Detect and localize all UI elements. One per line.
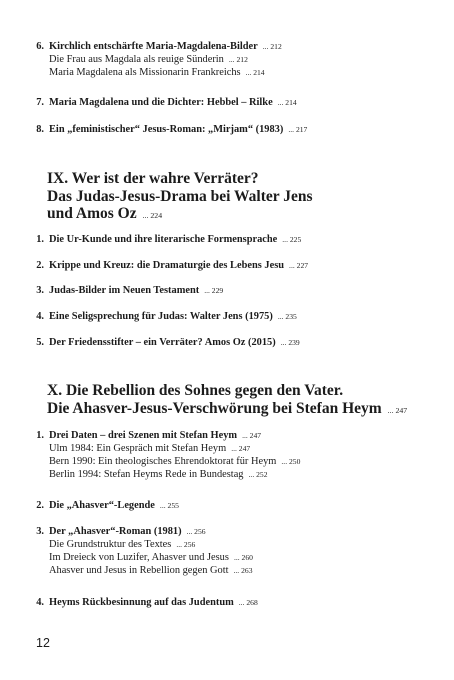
- entry-page: ... 214: [277, 98, 297, 107]
- entry-title: Maria Magdalena und die Dichter: Hebbel – Rilke: [49, 97, 273, 108]
- sub-entry: Maria Magdalena als Missionarin Frankreichs ... 214: [49, 67, 265, 78]
- sub-entry: Die Frau aus Magdala als reuige Sünderin ... 212: [49, 54, 248, 65]
- chapter-page: ... 224: [142, 211, 163, 220]
- chapter-page: ... 247: [387, 405, 408, 415]
- entry-page: ... 268: [238, 598, 258, 607]
- sub-entry: Berlin 1994: Stefan Heyms Rede in Bundestag ... 252: [49, 469, 268, 480]
- sub-entry: Im Dreieck von Luzifer, Ahasver und Jesus ... 260: [49, 552, 253, 563]
- entry-title: Die „Ahasver“-Legende: [49, 500, 155, 511]
- entry-page: ... 229: [204, 286, 224, 295]
- entry-page: ... 227: [289, 261, 309, 270]
- entry-title: Die Ur-Kunde und ihre literarische Formensprache: [49, 234, 278, 245]
- sub-entry: Die Grundstruktur des Textes ... 256: [49, 539, 196, 550]
- entry-page: ... 256: [186, 527, 206, 536]
- sub-entry: Ulm 1984: Ein Gespräch mit Stefan Heym ... 247: [49, 443, 251, 454]
- sub-entry: Bern 1990: Ein theologisches Ehrendoktorat für Heym ... 250: [49, 456, 301, 467]
- entry-title: Der „Ahasver“-Roman (1981): [49, 526, 182, 537]
- entry-title: Kirchlich entschärfte Maria-Magdalena-Bilder: [49, 41, 258, 52]
- entry-page: ... 255: [159, 501, 179, 510]
- entry-page: ... 212: [262, 42, 282, 51]
- chapter-heading-ix: IX. Wer ist der wahre Verräter? Das Judas-Jesus-Drama bei Walter Jens und Amos Oz ... 224: [47, 170, 313, 222]
- entry-title: Eine Seligsprechung für Judas: Walter Jens (1975): [49, 311, 273, 322]
- entry-page: ... 247: [242, 431, 262, 440]
- entry-page: ... 225: [282, 235, 302, 244]
- entry-title: Judas-Bilder im Neuen Testament: [49, 285, 200, 296]
- entry-title: Heyms Rückbesinnung auf das Judentum: [49, 597, 234, 608]
- sub-entry: Ahasver und Jesus in Rebellion gegen Gott ... 263: [49, 565, 253, 576]
- entry-title: Drei Daten – drei Szenen mit Stefan Heym: [49, 430, 238, 441]
- chapter-heading-x: X. Die Rebellion des Sohnes gegen den Vater. Die Ahasver-Jesus-Verschwörung bei Stefan Heym ... 247: [47, 382, 408, 417]
- page-number: 12: [36, 636, 50, 650]
- entry-title: Krippe und Kreuz: die Dramaturgie des Lebens Jesu: [49, 260, 285, 271]
- entry-page: ... 217: [288, 125, 308, 134]
- entry-page: ... 235: [277, 312, 297, 321]
- entry-title: Der Friedensstifter – ein Verräter? Amos Oz (2015): [49, 337, 276, 348]
- entry-title: Ein „feministischer“ Jesus-Roman: „Mirjam“ (1983): [49, 124, 284, 135]
- entry-page: ... 239: [280, 338, 300, 347]
